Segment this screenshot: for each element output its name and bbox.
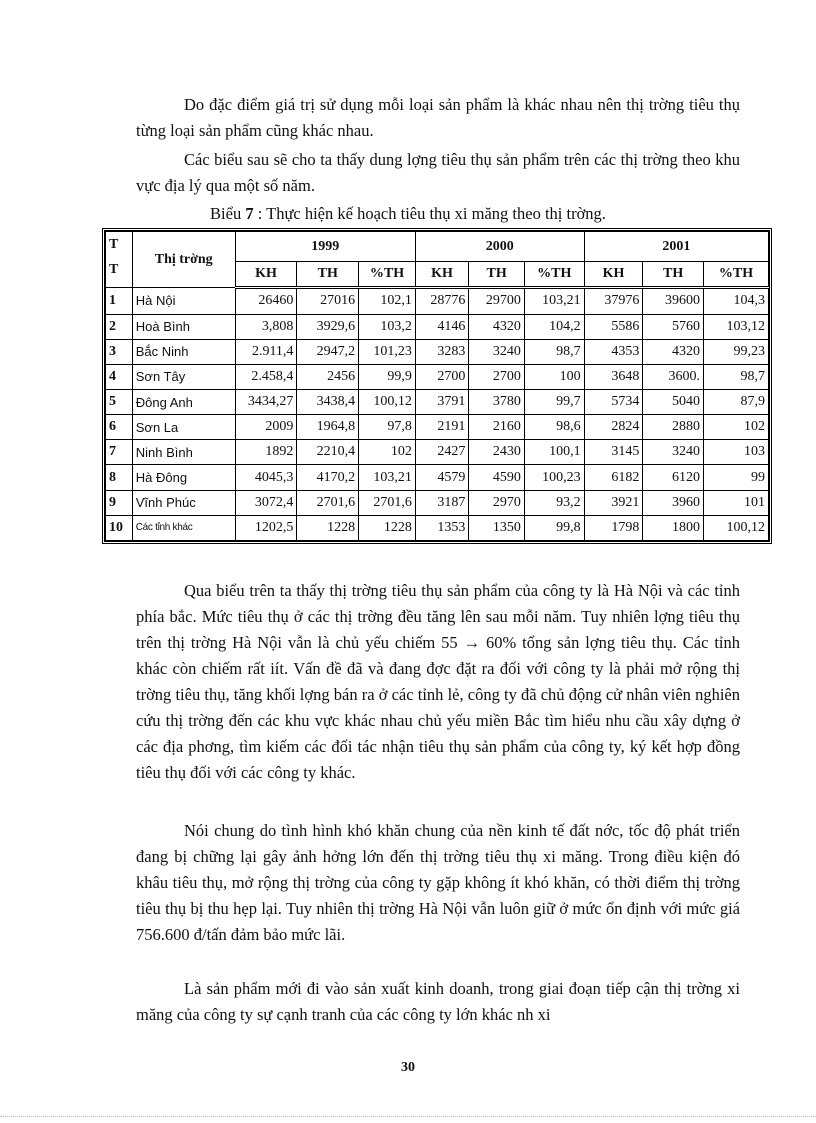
market-name: Sơn La <box>132 415 235 440</box>
market-name: Hoà Bình <box>132 314 235 339</box>
value-cell: 103,2 <box>359 314 416 339</box>
value-cell: 99,23 <box>704 339 769 364</box>
value-cell: 3283 <box>415 339 469 364</box>
table-body <box>106 288 769 541</box>
value-cell: 3929,6 <box>297 314 359 339</box>
value-cell: 39600 <box>643 288 704 315</box>
paragraph-new-product: Là sản phẩm mới đi vào sản xuất kinh doanh, trong giai đoạn tiếp cận thị trờng xi măng của công ty sự cạnh tranh của các công ty lớn khác nh xi <box>136 979 740 1024</box>
year-header-1999: 1999 <box>235 232 415 262</box>
value-cell: 98,7 <box>524 339 584 364</box>
value-cell: 3780 <box>469 390 525 415</box>
value-cell: 101,23 <box>359 339 416 364</box>
table-row <box>106 364 769 389</box>
value-cell: 4045,3 <box>235 465 297 490</box>
value-cell: 1228 <box>297 515 359 540</box>
paragraph-market-analysis: Qua biểu trên ta thấy thị trờng tiêu thụ sản phẩm của công ty là Hà Nội và các tỉnh phía bắc. Mức tiêu thụ ở các thị trờng đều tăng lên sau mỗi năm. Tuy nhiên lợng tiêu thụ trên thị trờng Hà Nội vẫn là chủ yếu chiếm 55 → 60% tổng sản lợng tiêu thụ. Các tỉnh khác còn chiếm rất iít. Vấn đề đã và đang đợc đặt ra đối với công ty là phải mở rộng thị trờng tiêu thụ, tăng khối lợng bán ra ở các tỉnh lẻ, công ty đã chủ động cử nhân viên nghiên cứu thị trờng đến các khu vực khác nhau chủ yếu miền Bắc tìm hiểu nhu cầu xây dựng ở các địa phơng, tìm kiếm các đối tác nhận tiêu thụ sản phẩm của công ty, ký kết hợp đồng tiêu thụ đối với các công ty khác. <box>136 581 740 782</box>
value-cell: 104,3 <box>704 288 769 315</box>
sub-header-th: TH <box>469 262 525 288</box>
value-cell: 2456 <box>297 364 359 389</box>
value-cell: 2160 <box>469 415 525 440</box>
value-cell: 2880 <box>643 415 704 440</box>
value-cell: 2.458,4 <box>235 364 297 389</box>
value-cell: 103,21 <box>524 288 584 315</box>
market-name: Đông Anh <box>132 390 235 415</box>
value-cell: 99,9 <box>359 364 416 389</box>
market-name: Các tỉnh khác <box>132 515 235 540</box>
page-footer-divider <box>0 1116 816 1117</box>
value-cell: 29700 <box>469 288 525 315</box>
sub-header-th: TH <box>297 262 359 288</box>
value-cell: 103 <box>704 440 769 465</box>
value-cell: 2700 <box>415 364 469 389</box>
value-cell: 4170,2 <box>297 465 359 490</box>
value-cell: 3648 <box>584 364 643 389</box>
value-cell: 6182 <box>584 465 643 490</box>
value-cell: 100,12 <box>704 515 769 540</box>
value-cell: 1202,5 <box>235 515 297 540</box>
table-row <box>106 288 769 315</box>
value-cell: 1798 <box>584 515 643 540</box>
value-cell: 100 <box>524 364 584 389</box>
table-row <box>106 465 769 490</box>
value-cell: 5586 <box>584 314 643 339</box>
value-cell: 1964,8 <box>297 415 359 440</box>
year-header-2001: 2001 <box>584 232 768 262</box>
value-cell: 99 <box>704 465 769 490</box>
page-number: 30 <box>401 1060 415 1075</box>
value-cell: 2427 <box>415 440 469 465</box>
row-number: 4 <box>106 364 133 389</box>
paragraph-product-usage: Do đặc điểm giá trị sử dụng mỗi loại sản phẩm là khác nhau nên thị trờng tiêu thụ từng loại sản phẩm cũng khác nhau. <box>136 95 740 140</box>
value-cell: 2191 <box>415 415 469 440</box>
value-cell: 4353 <box>584 339 643 364</box>
table-caption: Biểu 7 : Thực hiện kế hoạch tiêu thụ xi măng theo thị trờng. <box>210 204 606 223</box>
value-cell: 2700 <box>469 364 525 389</box>
value-cell: 2.911,4 <box>235 339 297 364</box>
row-number: 6 <box>106 415 133 440</box>
value-cell: 3960 <box>643 490 704 515</box>
value-cell: 104,2 <box>524 314 584 339</box>
value-cell: 99,7 <box>524 390 584 415</box>
value-cell: 98,7 <box>704 364 769 389</box>
value-cell: 1228 <box>359 515 416 540</box>
value-cell: 3791 <box>415 390 469 415</box>
table-row <box>106 390 769 415</box>
value-cell: 3600. <box>643 364 704 389</box>
table-row <box>106 440 769 465</box>
sub-header-kh: KH <box>584 262 643 288</box>
value-cell: 3438,4 <box>297 390 359 415</box>
value-cell: 3921 <box>584 490 643 515</box>
sub-header-kh: KH <box>235 262 297 288</box>
table-row <box>106 515 769 540</box>
value-cell: 102 <box>704 415 769 440</box>
sub-header-th: TH <box>643 262 704 288</box>
row-number: 8 <box>106 465 133 490</box>
value-cell: 2701,6 <box>297 490 359 515</box>
value-cell: 1892 <box>235 440 297 465</box>
value-cell: 4320 <box>469 314 525 339</box>
paragraph-table-intro: Các biểu sau sẽ cho ta thấy dung lợng tiêu thụ sản phẩm trên các thị trờng theo khu vực địa lý qua một số năm. <box>136 150 740 195</box>
value-cell: 37976 <box>584 288 643 315</box>
table-row <box>106 415 769 440</box>
value-cell: 2970 <box>469 490 525 515</box>
value-cell: 2430 <box>469 440 525 465</box>
value-cell: 4146 <box>415 314 469 339</box>
sub-header-pct: %TH <box>704 262 769 288</box>
value-cell: 98,6 <box>524 415 584 440</box>
year-header-2000: 2000 <box>415 232 584 262</box>
sub-header-pct: %TH <box>524 262 584 288</box>
value-cell: 4579 <box>415 465 469 490</box>
row-number: 2 <box>106 314 133 339</box>
market-name: Hà Nội <box>132 288 235 315</box>
value-cell: 2824 <box>584 415 643 440</box>
market-name: Bắc Ninh <box>132 339 235 364</box>
value-cell: 3240 <box>643 440 704 465</box>
value-cell: 3434,27 <box>235 390 297 415</box>
table-row <box>106 339 769 364</box>
value-cell: 4590 <box>469 465 525 490</box>
row-number: 5 <box>106 390 133 415</box>
market-name: Vĩnh Phúc <box>132 490 235 515</box>
table-row <box>106 314 769 339</box>
market-name: Ninh Bình <box>132 440 235 465</box>
value-cell: 97,8 <box>359 415 416 440</box>
value-cell: 6120 <box>643 465 704 490</box>
value-cell: 100,12 <box>359 390 416 415</box>
paragraph-economic-situation: Nói chung do tình hình khó khăn chung của nền kinh tế đất nớc, tốc độ phát triển đang bị chững lại gây ảnh hởng lớn đến thị trờng tiêu thụ xi măng. Trong điều kiện đó khâu tiêu thụ, mở rộng thị trờng của công ty gặp không ít khó khăn, có thời điểm thị trờng tiêu thụ bị thu hẹp lại. Tuy nhiên thị trờng Hà Nội vẫn luôn giữ ở mức ổn định với mức giá 756.600 đ/tấn đảm bảo mức lãi. <box>136 821 740 944</box>
sub-header-kh: KH <box>415 262 469 288</box>
row-number: 1 <box>106 288 133 315</box>
value-cell: 3145 <box>584 440 643 465</box>
row-number: 9 <box>106 490 133 515</box>
value-cell: 99,8 <box>524 515 584 540</box>
value-cell: 28776 <box>415 288 469 315</box>
market-name: Sơn Tây <box>132 364 235 389</box>
value-cell: 1350 <box>469 515 525 540</box>
value-cell: 26460 <box>235 288 297 315</box>
value-cell: 5040 <box>643 390 704 415</box>
value-cell: 3,808 <box>235 314 297 339</box>
value-cell: 2210,4 <box>297 440 359 465</box>
sales-table-frame <box>102 228 772 544</box>
value-cell: 1800 <box>643 515 704 540</box>
value-cell: 87,9 <box>704 390 769 415</box>
value-cell: 103,21 <box>359 465 416 490</box>
value-cell: 3187 <box>415 490 469 515</box>
value-cell: 3240 <box>469 339 525 364</box>
table-row <box>106 490 769 515</box>
value-cell: 101 <box>704 490 769 515</box>
row-number: 10 <box>106 515 133 540</box>
value-cell: 2947,2 <box>297 339 359 364</box>
value-cell: 27016 <box>297 288 359 315</box>
value-cell: 100,23 <box>524 465 584 490</box>
value-cell: 102 <box>359 440 416 465</box>
value-cell: 5760 <box>643 314 704 339</box>
sales-by-market-table <box>105 231 769 541</box>
value-cell: 3072,4 <box>235 490 297 515</box>
value-cell: 100,1 <box>524 440 584 465</box>
market-name: Hà Đông <box>132 465 235 490</box>
market-header: Thị trờng <box>132 232 235 288</box>
value-cell: 2009 <box>235 415 297 440</box>
value-cell: 1353 <box>415 515 469 540</box>
value-cell: 4320 <box>643 339 704 364</box>
value-cell: 93,2 <box>524 490 584 515</box>
value-cell: 5734 <box>584 390 643 415</box>
value-cell: 102,1 <box>359 288 416 315</box>
value-cell: 2701,6 <box>359 490 416 515</box>
row-number: 7 <box>106 440 133 465</box>
tt-header: T T <box>106 232 133 288</box>
row-number: 3 <box>106 339 133 364</box>
value-cell: 103,12 <box>704 314 769 339</box>
sub-header-pct: %TH <box>359 262 416 288</box>
